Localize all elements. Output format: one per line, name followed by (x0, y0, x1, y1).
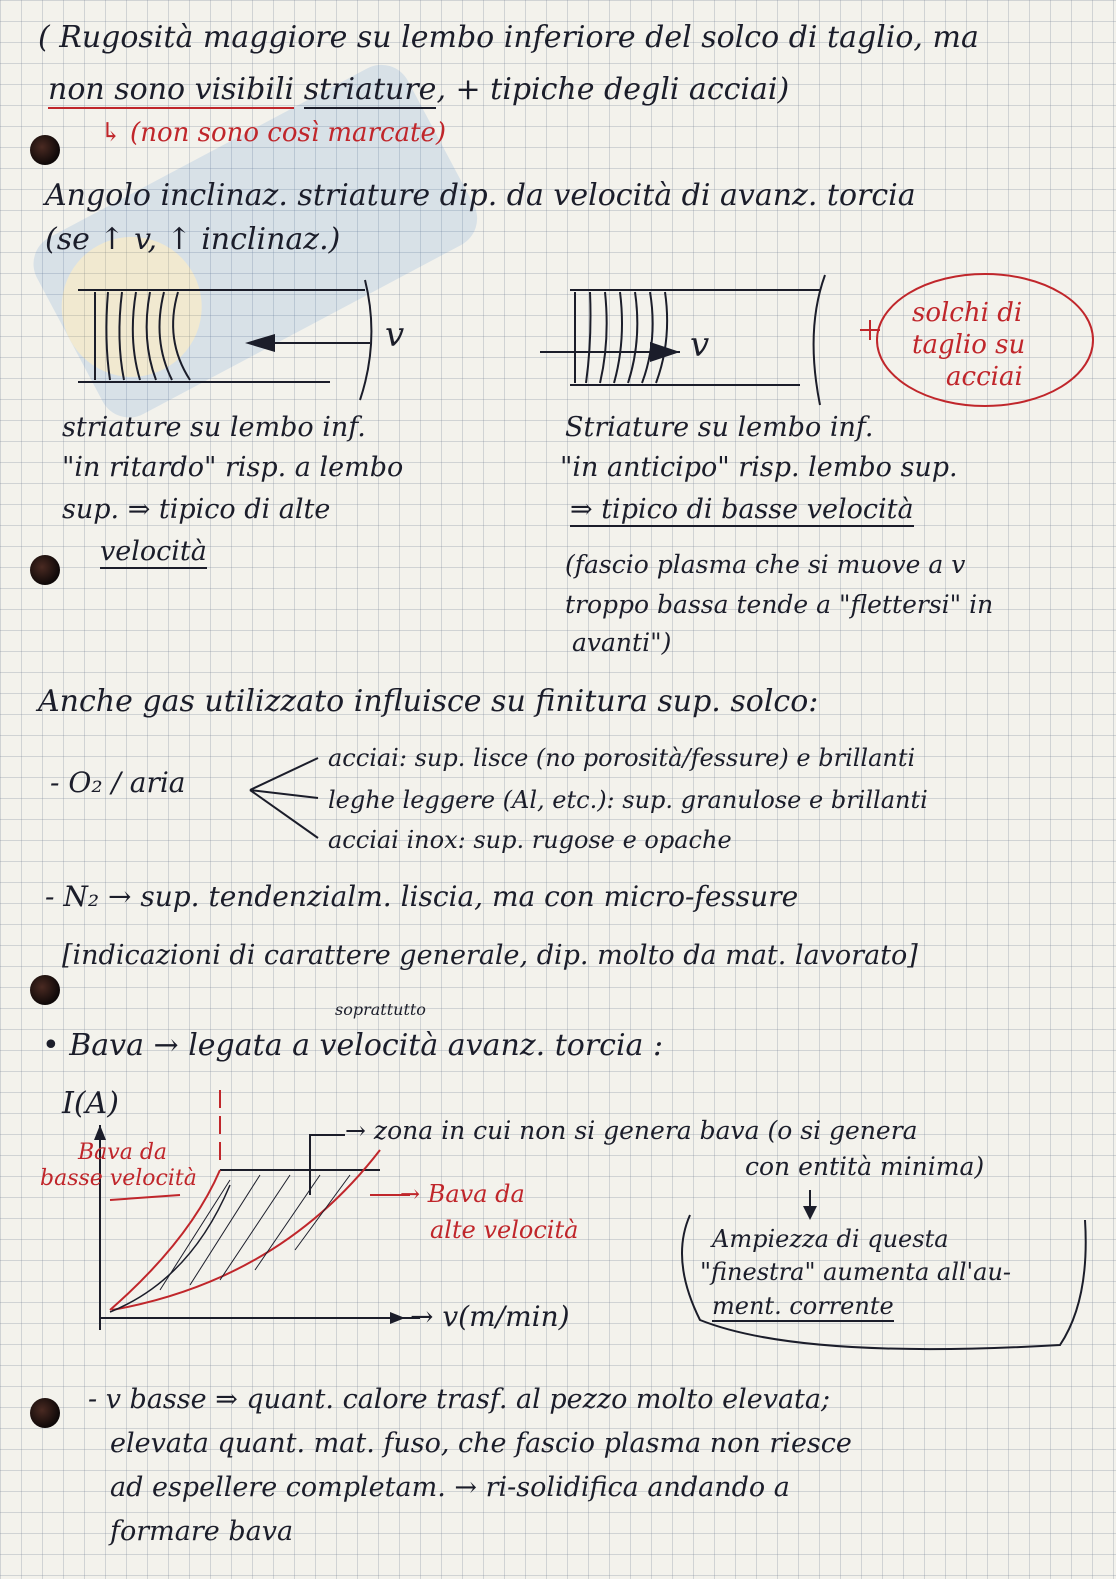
zone-note: → zona in cui non si genera bava (o si genera (345, 1116, 918, 1145)
bubble-line: acciai (946, 362, 1023, 392)
note-line: - v basse ⇒ quant. calore trasf. al pezzo molto elevata; (88, 1384, 831, 1415)
graph-y-label: I(A) (62, 1086, 119, 1121)
velocity-label: v (385, 315, 405, 355)
graph-red-note: alte velocità (430, 1216, 579, 1244)
note-line: (se ↑ v, ↑ inclinaz.) (45, 222, 341, 257)
note-line: ( Rugosità maggiore su lembo inferiore del solco di taglio, ma (38, 20, 979, 55)
note-line-red: ↳ (non sono così marcate) (100, 118, 447, 148)
window-note: "finestra" aumenta all'au- (700, 1258, 1012, 1286)
graph-x-label: → v(m/min) (410, 1300, 570, 1333)
graph-red-note: basse velocità (40, 1166, 197, 1191)
section-heading: • Bava → legata a velocità avanz. torcia : (42, 1028, 664, 1063)
velocity-label: v (690, 325, 710, 365)
graph-red-note: → Bava da (400, 1180, 525, 1208)
caption-left: striature su lembo inf. (62, 412, 366, 443)
note-line: - N₂ → sup. tendenzialm. liscia, ma con micro-fessure (45, 880, 799, 913)
window-note: ment. corrente (712, 1292, 894, 1320)
graph-red-note: Bava da (78, 1140, 168, 1165)
bubble-line: solchi di (912, 298, 1023, 328)
note-line: elevata quant. mat. fuso, che fascio plasma non riesce (110, 1428, 852, 1459)
caption-right: (fascio plasma che si muove a v (565, 550, 966, 579)
caption-right: troppo bassa tende a "flettersi" in (565, 590, 994, 619)
gas-branch: acciai: sup. lisce (no porosità/fessure) e brillanti (328, 744, 916, 772)
window-note: Ampiezza di questa (712, 1225, 949, 1253)
gas-label: - O₂ / aria (50, 766, 186, 799)
note-line: ad espellere completam. → ri-solidifica andando a (110, 1472, 790, 1503)
caption-right: Striature su lembo inf. (565, 412, 874, 443)
caption-left: sup. ⇒ tipico di alte (62, 494, 331, 525)
section-heading: Anche gas utilizzato influisce su finitura sup. solco: (38, 684, 819, 719)
note-line: formare bava (110, 1516, 294, 1547)
caption-left: velocità (100, 536, 207, 567)
caption-right: avanti") (572, 628, 672, 657)
gas-branch: acciai inox: sup. rugose e opache (328, 826, 732, 854)
note-line: non sono visibili striature, + tipiche degli acciai) (48, 72, 790, 107)
bubble-line: taglio su (912, 330, 1026, 360)
note-line: Angolo inclinaz. striature dip. da velocità di avanz. torcia (45, 178, 916, 213)
caption-right: ⇒ tipico di basse velocità (570, 494, 914, 525)
zone-note: con entità minima) (745, 1152, 985, 1181)
note-line: [indicazioni di carattere generale, dip. molto da mat. lavorato] (62, 940, 918, 971)
small-note: soprattutto (335, 1000, 426, 1019)
gas-branch: leghe leggere (Al, etc.): sup. granulose e brillanti (328, 786, 928, 814)
caption-left: "in ritardo" risp. a lembo (62, 452, 404, 483)
caption-right: "in anticipo" risp. lembo sup. (560, 452, 958, 483)
